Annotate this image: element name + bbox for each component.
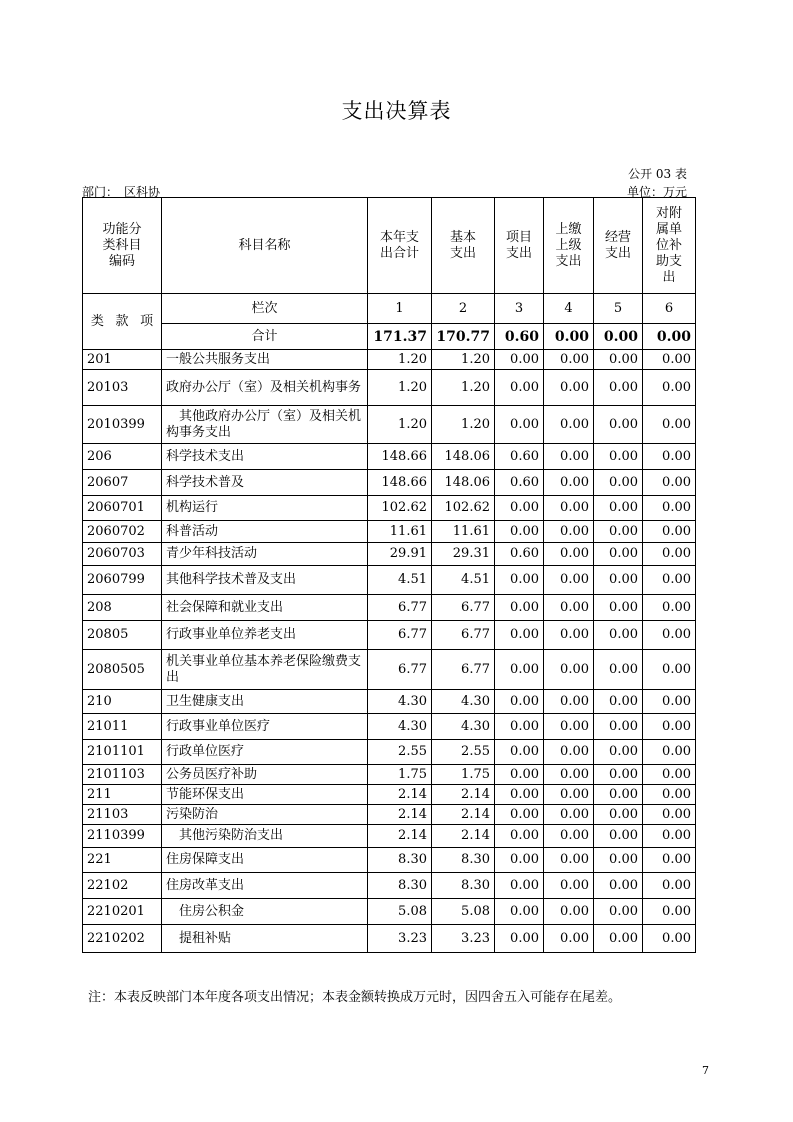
table-row <box>83 496 696 521</box>
row-name: 节能环保支出 <box>162 785 368 805</box>
row-value: 1.75 <box>432 765 495 785</box>
row-value: 3.23 <box>432 925 495 953</box>
row-value: 0.00 <box>495 825 544 848</box>
table-row <box>83 714 696 740</box>
row-value: 0.00 <box>544 470 594 496</box>
row-value: 0.00 <box>495 350 544 370</box>
row-value: 0.00 <box>495 650 544 690</box>
row-code: 2060799 <box>83 566 162 595</box>
row-value: 2.14 <box>368 785 432 805</box>
row-code: 2210202 <box>83 925 162 953</box>
row-value: 2.14 <box>368 805 432 825</box>
row-value: 0.00 <box>495 805 544 825</box>
row-name: 一般公共服务支出 <box>162 350 368 370</box>
row-value: 0.00 <box>544 350 594 370</box>
row-value: 0.00 <box>643 825 696 848</box>
row-name: 政府办公厅（室）及相关机构事务 <box>162 370 368 406</box>
row-value: 0.00 <box>643 470 696 496</box>
row-value: 1.20 <box>432 350 495 370</box>
row-value: 11.61 <box>432 521 495 543</box>
row-value: 0.00 <box>643 444 696 470</box>
table-row <box>83 740 696 765</box>
row-value: 0.00 <box>594 621 643 650</box>
row-value: 0.00 <box>643 521 696 543</box>
row-code: 210 <box>83 690 162 714</box>
row-name: 行政事业单位医疗 <box>162 714 368 740</box>
row-value: 6.77 <box>432 595 495 621</box>
table-row <box>83 873 696 899</box>
row-value: 0.00 <box>544 650 594 690</box>
table-row <box>83 848 696 873</box>
page-title: 支出决算表 <box>341 99 452 123</box>
row-value: 1.20 <box>368 350 432 370</box>
row-value: 0.00 <box>643 370 696 406</box>
row-name: 科学技术普及 <box>162 470 368 496</box>
footnote: 注：本表反映部门本年度各项支出情况；本表金额转换成万元时，因四舍五入可能存在尾差。 <box>88 990 622 1005</box>
row-value: 0.00 <box>643 406 696 444</box>
table-row <box>83 825 696 848</box>
row-value: 0.00 <box>495 406 544 444</box>
row-value: 0.00 <box>544 765 594 785</box>
row-value: 0.00 <box>594 925 643 953</box>
col-number: 1 <box>368 294 432 324</box>
expenditure-table <box>82 197 696 953</box>
row-code: 2060702 <box>83 521 162 543</box>
row-value: 6.77 <box>368 595 432 621</box>
row-value: 4.30 <box>432 690 495 714</box>
col-number: 4 <box>544 294 594 324</box>
table-row <box>83 690 696 714</box>
row-code: 208 <box>83 595 162 621</box>
row-value: 148.66 <box>368 444 432 470</box>
row-value: 0.00 <box>495 848 544 873</box>
row-value: 0.00 <box>643 690 696 714</box>
row-value: 0.00 <box>594 690 643 714</box>
header-subsidiary: 对附属单位补助支出 <box>643 198 696 294</box>
row-value: 0.00 <box>544 740 594 765</box>
row-value: 0.00 <box>643 350 696 370</box>
header-total: 本年支出合计 <box>368 198 432 294</box>
row-code: 21103 <box>83 805 162 825</box>
row-value: 2.55 <box>368 740 432 765</box>
col-number: 3 <box>495 294 544 324</box>
row-value: 0.00 <box>495 595 544 621</box>
row-value: 1.20 <box>432 370 495 406</box>
row-value: 0.00 <box>594 714 643 740</box>
row-value: 4.30 <box>368 714 432 740</box>
row-value: 0.00 <box>594 650 643 690</box>
row-name: 其他政府办公厅（室）及相关机构事务支出 <box>162 406 368 444</box>
kind-xiang: 项 <box>140 313 154 329</box>
row-value: 0.00 <box>643 785 696 805</box>
row-value: 6.77 <box>432 650 495 690</box>
row-value: 2.14 <box>432 805 495 825</box>
row-value: 8.30 <box>368 848 432 873</box>
row-value: 102.62 <box>368 496 432 521</box>
row-value: 0.00 <box>495 899 544 925</box>
row-value: 0.00 <box>495 521 544 543</box>
row-value: 0.00 <box>544 406 594 444</box>
row-value: 29.91 <box>368 543 432 566</box>
row-value: 0.00 <box>544 785 594 805</box>
row-value: 0.00 <box>643 650 696 690</box>
row-value: 0.00 <box>643 873 696 899</box>
row-value: 0.00 <box>594 350 643 370</box>
row-value: 0.00 <box>594 470 643 496</box>
row-value: 0.00 <box>495 765 544 785</box>
row-value: 0.00 <box>495 621 544 650</box>
row-value: 0.00 <box>594 595 643 621</box>
row-value: 0.00 <box>544 496 594 521</box>
table-row <box>83 899 696 925</box>
row-value: 6.77 <box>368 650 432 690</box>
table-row <box>83 650 696 690</box>
row-name: 行政单位医疗 <box>162 740 368 765</box>
col-number: 5 <box>594 294 643 324</box>
row-code: 20805 <box>83 621 162 650</box>
row-value: 0.00 <box>495 925 544 953</box>
row-value: 0.00 <box>594 496 643 521</box>
row-value: 0.00 <box>594 740 643 765</box>
row-value: 0.60 <box>495 470 544 496</box>
row-name: 提租补贴 <box>162 925 368 953</box>
row-value: 0.00 <box>643 740 696 765</box>
row-value: 0.00 <box>544 543 594 566</box>
table-row <box>83 470 696 496</box>
row-value: 3.23 <box>368 925 432 953</box>
unit-label: 单位：万元 <box>626 185 687 199</box>
row-name: 机构运行 <box>162 496 368 521</box>
row-code: 2010399 <box>83 406 162 444</box>
row-value: 0.00 <box>544 714 594 740</box>
row-name: 科普活动 <box>162 521 368 543</box>
row-code: 2060703 <box>83 543 162 566</box>
row-name: 住房保障支出 <box>162 848 368 873</box>
table-row <box>83 805 696 825</box>
row-value: 0.00 <box>544 805 594 825</box>
total-row <box>83 324 696 350</box>
row-name: 机关事业单位基本养老保险缴费支出 <box>162 650 368 690</box>
row-value: 0.00 <box>643 848 696 873</box>
row-value: 0.60 <box>495 444 544 470</box>
kind-lei: 类 <box>90 313 104 329</box>
row-value: 0.60 <box>495 543 544 566</box>
row-value: 1.75 <box>368 765 432 785</box>
row-code: 20103 <box>83 370 162 406</box>
row-value: 0.00 <box>544 825 594 848</box>
lanci-label: 栏次 <box>162 294 368 324</box>
row-value: 0.00 <box>495 566 544 595</box>
row-value: 2.14 <box>432 785 495 805</box>
row-value: 0.00 <box>544 370 594 406</box>
header-business: 经营支出 <box>594 198 643 294</box>
header-name: 科目名称 <box>162 198 368 294</box>
row-value: 0.00 <box>643 621 696 650</box>
row-name: 住房公积金 <box>162 899 368 925</box>
header-basic: 基本支出 <box>432 198 495 294</box>
row-value: 2.14 <box>368 825 432 848</box>
total-value: 0.00 <box>594 324 643 350</box>
table-row <box>83 350 696 370</box>
row-code: 2110399 <box>83 825 162 848</box>
total-label: 合计 <box>162 324 368 350</box>
row-code: 2101103 <box>83 765 162 785</box>
row-value: 0.00 <box>594 444 643 470</box>
row-name: 其他污染防治支出 <box>162 825 368 848</box>
table-row <box>83 444 696 470</box>
row-code: 221 <box>83 848 162 873</box>
row-value: 0.00 <box>544 521 594 543</box>
total-value: 0.00 <box>544 324 594 350</box>
row-value: 0.00 <box>544 899 594 925</box>
row-value: 0.00 <box>495 740 544 765</box>
row-code: 20607 <box>83 470 162 496</box>
row-value: 8.30 <box>368 873 432 899</box>
table-row <box>83 621 696 650</box>
row-value: 0.00 <box>544 690 594 714</box>
row-code: 22102 <box>83 873 162 899</box>
column-number-row <box>83 294 696 324</box>
total-value: 170.77 <box>432 324 495 350</box>
row-value: 0.00 <box>594 543 643 566</box>
row-name: 公务员医疗补助 <box>162 765 368 785</box>
row-value: 6.77 <box>368 621 432 650</box>
row-value: 148.06 <box>432 444 495 470</box>
table-row <box>83 925 696 953</box>
row-value: 0.00 <box>544 621 594 650</box>
row-value: 0.00 <box>643 496 696 521</box>
row-value: 0.00 <box>495 690 544 714</box>
total-value: 0.00 <box>643 324 696 350</box>
table-row <box>83 521 696 543</box>
header-remit: 上缴上级支出 <box>544 198 594 294</box>
col-number: 2 <box>432 294 495 324</box>
kind-cell <box>83 294 162 350</box>
row-value: 0.00 <box>643 899 696 925</box>
row-value: 0.00 <box>643 714 696 740</box>
kind-kuan: 款 <box>115 313 129 329</box>
row-value: 0.00 <box>594 765 643 785</box>
row-value: 29.31 <box>432 543 495 566</box>
row-value: 0.00 <box>594 785 643 805</box>
col-number: 6 <box>643 294 696 324</box>
header-project: 项目支出 <box>495 198 544 294</box>
row-value: 0.00 <box>495 370 544 406</box>
row-code: 201 <box>83 350 162 370</box>
row-value: 0.00 <box>594 805 643 825</box>
row-value: 2.14 <box>432 825 495 848</box>
row-value: 0.00 <box>594 825 643 848</box>
row-name: 住房改革支出 <box>162 873 368 899</box>
row-code: 211 <box>83 785 162 805</box>
row-code: 2060701 <box>83 496 162 521</box>
page-number: 7 <box>702 1064 709 1077</box>
row-name: 青少年科技活动 <box>162 543 368 566</box>
row-value: 0.00 <box>643 543 696 566</box>
row-value: 0.00 <box>643 566 696 595</box>
row-value: 11.61 <box>368 521 432 543</box>
row-value: 0.00 <box>495 714 544 740</box>
row-value: 8.30 <box>432 848 495 873</box>
row-value: 0.00 <box>594 406 643 444</box>
row-value: 5.08 <box>432 899 495 925</box>
row-code: 2101101 <box>83 740 162 765</box>
row-value: 0.00 <box>544 848 594 873</box>
row-value: 0.00 <box>594 566 643 595</box>
total-value: 171.37 <box>368 324 432 350</box>
row-value: 0.00 <box>544 925 594 953</box>
table-row <box>83 543 696 566</box>
row-value: 4.51 <box>432 566 495 595</box>
row-value: 0.00 <box>544 873 594 899</box>
department-label: 部门： 区科协 <box>82 185 161 199</box>
row-value: 0.00 <box>544 444 594 470</box>
row-value: 0.00 <box>594 873 643 899</box>
row-value: 148.66 <box>368 470 432 496</box>
row-code: 2210201 <box>83 899 162 925</box>
row-value: 1.20 <box>432 406 495 444</box>
row-value: 0.00 <box>544 566 594 595</box>
row-value: 0.00 <box>594 899 643 925</box>
row-value: 0.00 <box>544 595 594 621</box>
header-code: 功能分类科目编码 <box>83 198 162 294</box>
row-code: 21011 <box>83 714 162 740</box>
row-value: 0.00 <box>495 496 544 521</box>
row-value: 0.00 <box>643 765 696 785</box>
table-row <box>83 595 696 621</box>
total-value: 0.60 <box>495 324 544 350</box>
row-value: 4.30 <box>432 714 495 740</box>
row-name: 科学技术支出 <box>162 444 368 470</box>
row-value: 102.62 <box>432 496 495 521</box>
row-value: 0.00 <box>594 848 643 873</box>
row-value: 2.55 <box>432 740 495 765</box>
table-row <box>83 406 696 444</box>
row-code: 206 <box>83 444 162 470</box>
row-name: 污染防治 <box>162 805 368 825</box>
header-row <box>83 198 696 294</box>
row-value: 148.06 <box>432 470 495 496</box>
row-value: 0.00 <box>594 370 643 406</box>
row-value: 0.00 <box>643 595 696 621</box>
row-value: 4.30 <box>368 690 432 714</box>
row-name: 行政事业单位养老支出 <box>162 621 368 650</box>
table-row <box>83 370 696 406</box>
row-value: 1.20 <box>368 406 432 444</box>
row-code: 2080505 <box>83 650 162 690</box>
row-value: 0.00 <box>643 925 696 953</box>
row-value: 0.00 <box>495 785 544 805</box>
row-value: 8.30 <box>432 873 495 899</box>
table-row <box>83 765 696 785</box>
row-value: 6.77 <box>432 621 495 650</box>
row-value: 4.51 <box>368 566 432 595</box>
table-row <box>83 785 696 805</box>
row-value: 1.20 <box>368 370 432 406</box>
row-value: 5.08 <box>368 899 432 925</box>
row-name: 其他科学技术普及支出 <box>162 566 368 595</box>
row-value: 0.00 <box>495 873 544 899</box>
row-name: 卫生健康支出 <box>162 690 368 714</box>
row-value: 0.00 <box>643 805 696 825</box>
table-row <box>83 566 696 595</box>
row-name: 社会保障和就业支出 <box>162 595 368 621</box>
form-number: 公开 03 表 <box>628 167 687 181</box>
row-value: 0.00 <box>594 521 643 543</box>
